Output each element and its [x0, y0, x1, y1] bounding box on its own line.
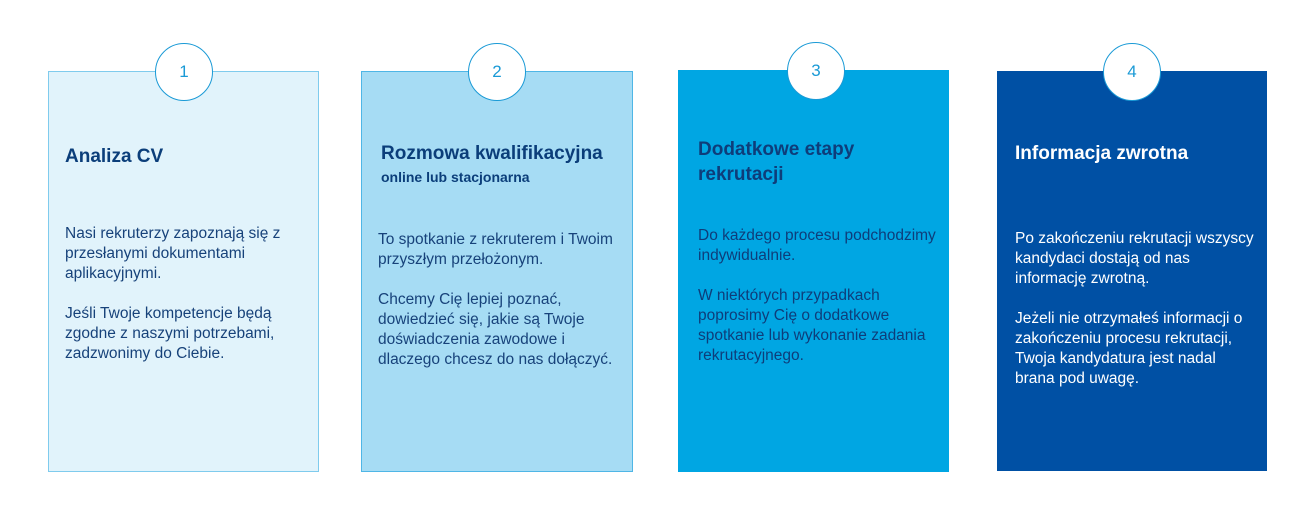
step-paragraph: Nasi rekruterzy zapoznają się z przesłanymi dokumentami aplikacyjnymi.: [65, 225, 281, 282]
step-card-informacja-zwrotna: [997, 71, 1267, 471]
step-paragraph: Jeżeli nie otrzymałeś informacji o zakończeniu procesu rekrutacji, Twoja kandydatura jest nadal brana pod uwagę.: [1015, 310, 1243, 387]
step-card-rozmowa: [361, 71, 633, 472]
step-title: Analiza CV: [65, 146, 164, 167]
step-paragraph: W niektórych przypadkach poprosimy Cię o dodatkowe spotkanie lub wykonanie zadania rekrutacyjnego.: [698, 287, 926, 364]
step-number-badge: 4: [1103, 43, 1161, 101]
step-number-badge: 1: [155, 43, 213, 101]
step-description: [378, 230, 618, 390]
step-title: Dodatkowe etapy rekrutacji: [698, 139, 855, 185]
step-description: [65, 224, 305, 384]
step-card-dodatkowe-etapy: [678, 70, 949, 472]
step-title: Rozmowa kwalifikacyjna: [381, 143, 603, 164]
step-number-badge: 2: [468, 43, 526, 101]
step-number-badge: 3: [787, 42, 845, 100]
step-description: [698, 226, 938, 386]
step-description: [1015, 229, 1255, 409]
step-title: Informacja zwrotna: [1015, 143, 1189, 164]
step-card-analiza-cv: [48, 71, 319, 472]
step-paragraph: Do każdego procesu podchodzimy indywidualnie.: [698, 227, 936, 264]
step-paragraph: Chcemy Cię lepiej poznać, dowiedzieć się, jakie są Twoje doświadczenia zawodowe i dlaczego chcesz do nas dołączyć.: [378, 291, 613, 368]
step-paragraph: Jeśli Twoje kompetencje będą zgodne z naszymi potrzebami, zadzwonimy do Ciebie.: [65, 305, 275, 362]
step-paragraph: To spotkanie z rekruterem i Twoim przyszłym przełożonym.: [378, 231, 613, 268]
step-subtitle: online lub stacjonarna: [381, 169, 530, 185]
step-paragraph: Po zakończeniu rekrutacji wszyscy kandydaci dostają od nas informację zwrotną.: [1015, 230, 1254, 287]
